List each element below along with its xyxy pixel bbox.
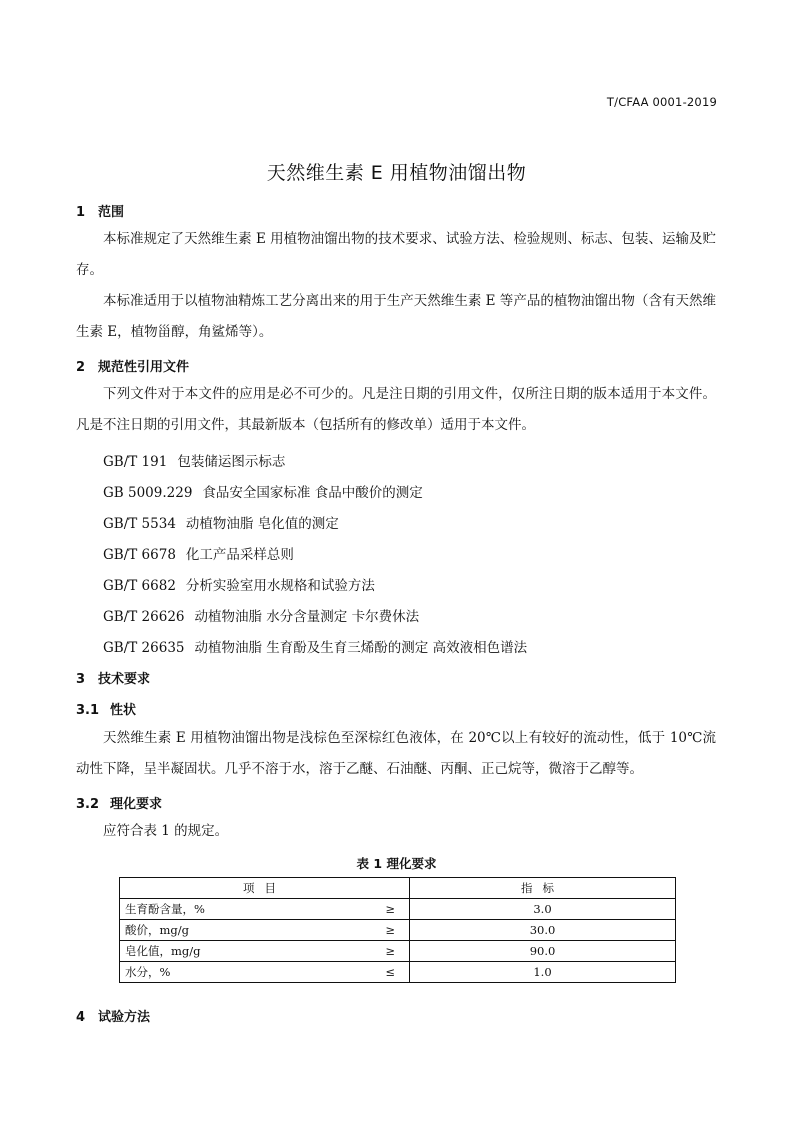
item-name: 水分，% xyxy=(120,962,371,983)
reference-name: 化工产品采样总则 xyxy=(185,547,294,563)
section-number: 1 xyxy=(76,205,86,220)
section-title: 技术要求 xyxy=(98,672,151,687)
section-number: 3.2 xyxy=(76,797,100,812)
paragraph: 下列文件对于本文件的应用是必不可少的。凡是注日期的引用文件，仅所注日期的版本适用于本文件。凡是不注日期的引用文件，其最新版本（包括所有的修改单）适用于本文件。 xyxy=(76,386,716,433)
reference-code: GB 5009.229 xyxy=(103,485,193,501)
section-3-1-heading xyxy=(76,699,136,718)
item-value: 30.0 xyxy=(410,920,676,941)
reference-item xyxy=(103,543,294,563)
table-row xyxy=(120,920,676,941)
item-value: 90.0 xyxy=(410,941,676,962)
reference-code: GB/T 191 xyxy=(103,454,168,470)
item-name: 酸价，mg/g xyxy=(120,920,371,941)
section-2-heading xyxy=(76,356,189,375)
section-title: 试验方法 xyxy=(98,1010,151,1025)
reference-name: 食品安全国家标准 食品中酸价的测定 xyxy=(202,485,423,501)
reference-name: 动植物油脂 生育酚及生育三烯酚的测定 高效液相色谱法 xyxy=(194,640,528,656)
section-number: 3 xyxy=(76,672,86,687)
item-operator: ≥ xyxy=(370,899,410,920)
item-name: 皂化值，mg/g xyxy=(120,941,371,962)
reference-code: GB/T 6678 xyxy=(103,547,176,563)
section-title: 理化要求 xyxy=(110,797,163,812)
reference-item xyxy=(103,574,375,594)
section-number: 4 xyxy=(76,1010,86,1025)
item-name: 生育酚含量，% xyxy=(120,899,371,920)
section-3-heading xyxy=(76,668,150,687)
item-operator: ≥ xyxy=(370,941,410,962)
item-operator: ≤ xyxy=(370,962,410,983)
reference-item xyxy=(103,636,527,656)
table-row xyxy=(120,962,676,983)
reference-name: 分析实验室用水规格和试验方法 xyxy=(185,578,375,594)
section-title: 规范性引用文件 xyxy=(98,360,190,375)
section-title: 范围 xyxy=(98,205,125,220)
reference-item xyxy=(103,481,423,501)
section-4-heading xyxy=(76,1006,150,1025)
paragraph: 应符合表 1 的规定。 xyxy=(103,823,229,839)
table-row xyxy=(120,899,676,920)
paragraph: 天然维生素 E 用植物油馏出物是浅棕色至深棕红色液体，在 20℃以上有较好的流动性，低于 10℃流动性下降，呈半凝固状。几乎不溶于水，溶于乙醚、石油醚、丙酮、正己烷等，微溶于乙醇等。 xyxy=(76,730,716,777)
reference-code: GB/T 26626 xyxy=(103,609,185,625)
section-1-heading xyxy=(76,201,124,220)
item-operator: ≥ xyxy=(370,920,410,941)
reference-name: 包装储运图示标志 xyxy=(177,454,286,470)
requirements-table xyxy=(119,877,676,983)
table-caption: 表 1 理化要求 xyxy=(356,856,437,871)
reference-code: GB/T 5534 xyxy=(103,516,176,532)
table-row xyxy=(120,941,676,962)
section-3-2-heading xyxy=(76,793,162,812)
reference-item xyxy=(103,605,419,625)
reference-item xyxy=(103,512,339,532)
item-value: 3.0 xyxy=(410,899,676,920)
table-header-row xyxy=(120,878,676,899)
reference-item xyxy=(103,450,285,470)
reference-name: 动植物油脂 水分含量测定 卡尔费休法 xyxy=(194,609,420,625)
reference-name: 动植物油脂 皂化值的测定 xyxy=(185,516,339,532)
paragraph: 本标准适用于以植物油精炼工艺分离出来的用于生产天然维生素 E 等产品的植物油馏出物（含有天然维生素 E，植物甾醇，角鲨烯等）。 xyxy=(76,293,716,340)
paragraph: 本标准规定了天然维生素 E 用植物油馏出物的技术要求、试验方法、检验规则、标志、包装、运输及贮存。 xyxy=(76,231,716,278)
section-number: 2 xyxy=(76,360,86,375)
standard-code: T/CFAA 0001-2019 xyxy=(606,95,717,109)
reference-code: GB/T 26635 xyxy=(103,640,185,656)
reference-code: GB/T 6682 xyxy=(103,578,176,594)
item-value: 1.0 xyxy=(410,962,676,983)
section-title: 性状 xyxy=(110,703,137,718)
column-header-value: 指标 xyxy=(410,878,676,899)
page-title: 天然维生素 E 用植物油馏出物 xyxy=(266,162,527,184)
column-header-item: 项目 xyxy=(120,878,410,899)
section-number: 3.1 xyxy=(76,703,100,718)
